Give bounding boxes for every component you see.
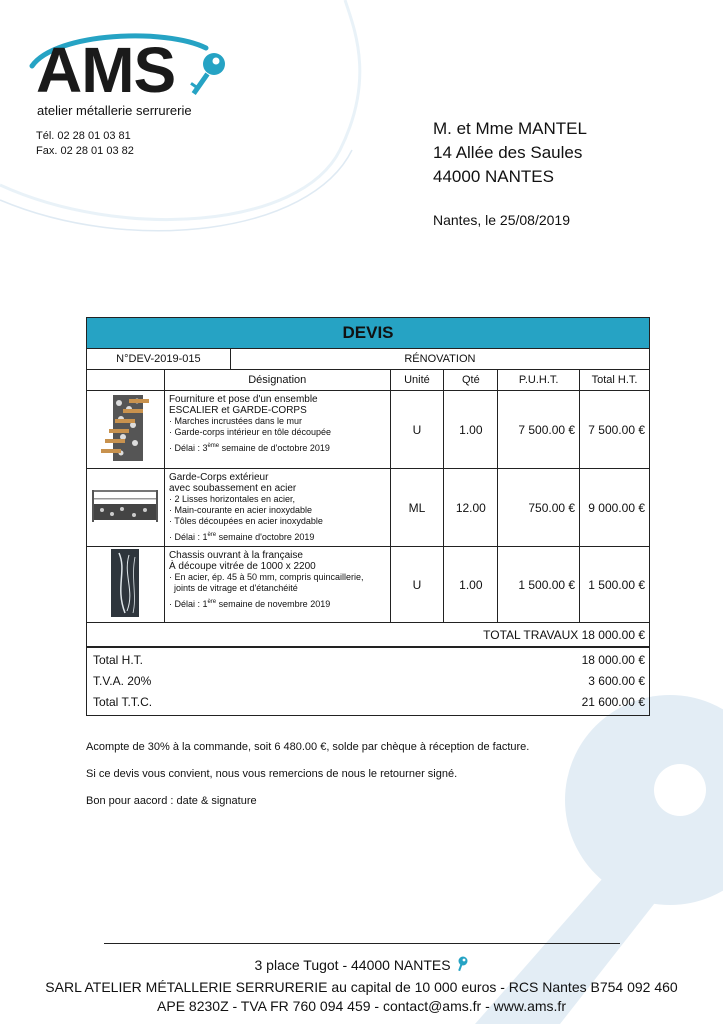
header-designation: Désignation xyxy=(164,370,390,391)
footer-address: 3 place Tugot - 44000 NANTES xyxy=(254,957,451,973)
item-total: 1 500.00 € xyxy=(580,547,650,623)
item-unit-price: 750.00 € xyxy=(498,469,580,547)
tva-row xyxy=(93,674,645,688)
staircase-icon xyxy=(95,393,155,463)
item-total: 7 500.00 € xyxy=(580,391,650,469)
tva-value: 3 600.00 € xyxy=(588,674,645,688)
item-image xyxy=(87,547,165,623)
footer-address-line xyxy=(0,956,723,973)
item-total: 9 000.00 € xyxy=(580,469,650,547)
recipient-street: 14 Allée des Saules xyxy=(433,143,583,162)
quote-title: DEVIS xyxy=(87,318,650,349)
totals-box xyxy=(86,646,650,716)
key-icon xyxy=(455,956,469,972)
item-unit: U xyxy=(390,547,444,623)
item-unit-price: 1 500.00 € xyxy=(498,547,580,623)
total-ht-label: Total H.T. xyxy=(93,653,144,667)
item-delay: · Délai : 1ère semaine d'octobre 2019 xyxy=(168,532,315,542)
total-ttc-row xyxy=(93,695,645,709)
tva-label: T.V.A. 20% xyxy=(93,674,152,688)
item-image xyxy=(87,391,165,469)
fax-number: Fax. 02 28 01 03 82 xyxy=(36,145,134,157)
table-row xyxy=(87,469,650,547)
recipient-name: M. et Mme MANTEL xyxy=(433,119,587,138)
railing-icon xyxy=(90,488,160,524)
item-description: Garde-Corps extérieur avec soubassement en acier · 2 Lisses horizontales en acier, · Main-courante en acier inoxydable · Tôles découpées en acier inoxydable · Délai : 1ère semaine d'octobre 2019 xyxy=(164,469,390,547)
phone-number: Tél. 02 28 01 03 81 xyxy=(36,130,131,142)
total-ht-row xyxy=(93,653,645,667)
header-image xyxy=(87,370,165,391)
table-row xyxy=(87,391,650,469)
deposit-note: Acompte de 30% à la commande, soit 6 480.00 €, solde par chèque à réception de facture. xyxy=(86,741,530,753)
item-image xyxy=(87,469,165,547)
item-unit: U xyxy=(390,391,444,469)
header-unit-price: P.U.H.T. xyxy=(498,370,580,391)
item-delay: · Délai : 1ère semaine de novembre 2019 xyxy=(168,599,331,609)
total-ttc-label: Total T.T.C. xyxy=(93,695,153,709)
total-travaux: TOTAL TRAVAUX 18 000.00 € xyxy=(87,623,650,648)
quote-table xyxy=(86,317,650,648)
quote-project: RÉNOVATION xyxy=(230,349,649,370)
window-frame-icon xyxy=(105,547,145,619)
item-unit: ML xyxy=(390,469,444,547)
total-ht-value: 18 000.00 € xyxy=(581,653,645,667)
footer-divider xyxy=(104,943,620,944)
date-line: Nantes, le 25/08/2019 xyxy=(433,212,570,228)
quote-number: N°DEV-2019-015 xyxy=(87,349,231,370)
item-qty: 12.00 xyxy=(444,469,498,547)
item-description: Fourniture et pose d'un ensemble ESCALIER et GARDE-CORPS · Marches incrustées dans le mur · Garde-corps intérieur en tôle découpée · Délai : 3ème semaine de d'octobre 2019 xyxy=(164,391,390,469)
total-ttc-value: 21 600.00 € xyxy=(581,695,645,709)
item-unit-price: 7 500.00 € xyxy=(498,391,580,469)
header-total: Total H.T. xyxy=(580,370,650,391)
footer-legal-2: APE 8230Z - TVA FR 760 094 459 - contact@ams.fr - www.ams.fr xyxy=(157,998,566,1014)
recipient-city: 44000 NANTES xyxy=(433,167,554,186)
logo-tagline: atelier métallerie serrurerie xyxy=(37,103,192,118)
header-unit: Unité xyxy=(390,370,444,391)
table-row xyxy=(87,547,650,623)
item-delay: · Délai : 3ème semaine de d'octobre 2019 xyxy=(168,443,330,453)
footer-legal-1: SARL ATELIER MÉTALLERIE SERRURERIE au capital de 10 000 euros - RCS Nantes B754 092 460 xyxy=(45,979,678,995)
key-icon xyxy=(190,53,225,95)
logo-name: AMS xyxy=(36,34,176,106)
return-note: Si ce devis vous convient, nous vous remercions de nous le retourner signé. xyxy=(86,768,458,780)
item-qty: 1.00 xyxy=(444,391,498,469)
header-qty: Qté xyxy=(444,370,498,391)
item-qty: 1.00 xyxy=(444,547,498,623)
approval-note: Bon pour aacord : date & signature xyxy=(86,795,257,807)
item-description: Chassis ouvrant à la française À découpe vitrée de 1000 x 2200 · En acier, ép. 45 à 50 mm, compris quincaillerie, joints de vitrage et d'étanchéité · Délai : 1ère semaine de novembre 2019 xyxy=(164,547,390,623)
